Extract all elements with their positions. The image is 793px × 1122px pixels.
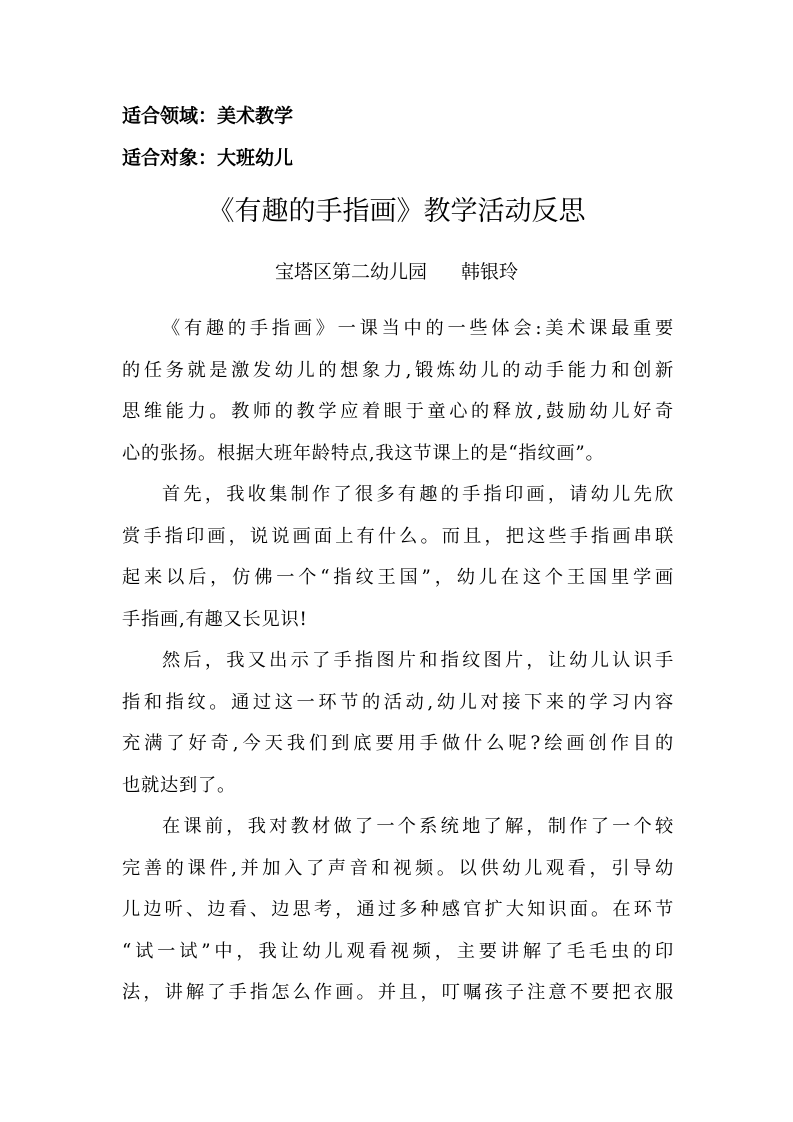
paragraph-3-line-2: 指和指纹。通过这一环节的活动,幼儿对接下来的学习内容 [122, 691, 674, 713]
paragraph-2-line-2: 赏手指印画，说说画面上有什么。而且，把这些手指画串联 [122, 525, 674, 547]
paragraph-1-line-4: 心的张扬。根据大班年龄特点,我这节课上的是“指纹画”。 [122, 442, 605, 464]
body-text [122, 308, 674, 1014]
paragraph-1-line-3: 思维能力。教师的教学应着眼于童心的释放,鼓励幼儿好奇 [122, 401, 674, 422]
paragraph-4-line-5: 法，讲解了手指怎么作画。并且，叮嘱孩子注意不要把衣服 [122, 982, 674, 1003]
meta-audience: 适合对象：大班幼儿 [122, 147, 294, 169]
paragraph-2-line-1: 首先，我收集制作了很多有趣的手指印画，请幼儿先欣 [162, 484, 674, 505]
paragraph-3-line-3: 充满了好奇,今天我们到底要用手做什么呢?绘画创作目的 [122, 733, 674, 754]
paragraph-4-line-4: “试一试”中，我让幼儿观看视频，主要讲解了毛毛虫的印 [122, 940, 674, 962]
paragraph-1-line-1: 《有趣的手指画》一课当中的一些体会:美术课最重要 [162, 318, 674, 339]
byline-school: 宝塔区第二幼儿园 [274, 261, 427, 283]
document-title: 《有趣的手指画》教学活动反思 [207, 196, 586, 227]
byline-author: 韩银玲 [461, 261, 519, 283]
meta-domain: 适合领域：美术教学 [122, 105, 294, 127]
paragraph-3-line-1: 然后，我又出示了手指图片和指纹图片，让幼儿认识手 [162, 650, 674, 671]
paragraph-2-line-3: 起来以后，仿佛一个“指纹王国”，幼儿在这个王国里学画 [122, 567, 674, 588]
paragraph-2-line-4: 手指画,有趣又长见识! [122, 608, 308, 630]
paragraph-4-line-1: 在课前，我对教材做了一个系统地了解，制作了一个较 [162, 816, 674, 837]
paragraph-4-line-2: 完善的课件,并加入了声音和视频。以供幼儿观看，引导幼 [122, 857, 674, 879]
paragraph-4-line-3: 儿边听、边看、边思考，通过多种感官扩大知识面。在环节 [122, 899, 674, 920]
paragraph-1-line-2: 的任务就是激发幼儿的想象力,锻炼幼儿的动手能力和创新 [122, 359, 674, 381]
paragraph-3-line-4: 也就达到了。 [122, 774, 236, 796]
byline [0, 258, 793, 286]
